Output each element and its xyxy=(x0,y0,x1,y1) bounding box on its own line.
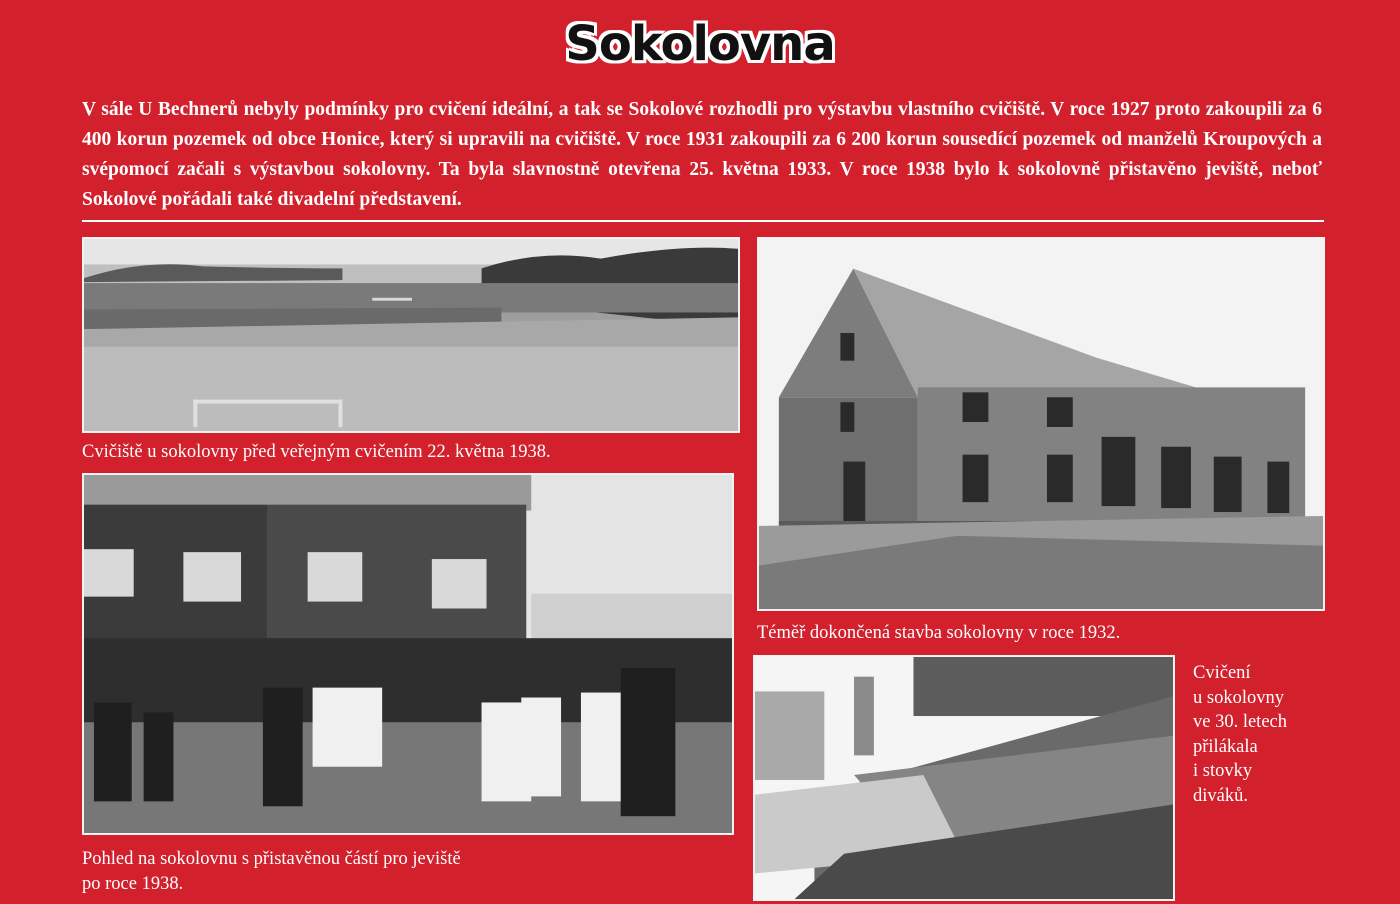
intro-paragraph: V sále U Bechnerů nebyly podmínky pro cvičení ideální, a tak se Sokolové rozhodli pro výstavbu vlastního cvičiště. V roce 1927 proto zakoupili za 6 400 korun pozemek od obce Honice, který si upravili na cvičiště. V roce 1931 zakoupili za 6 200 korun sousedící pozemek od manželů Kroupových a svépomocí začali s výstavbou sokolovny. Ta byla slavnostně otevřena 25. května 1933. V roce 1938 bylo k sokolovně přistavěno jeviště, neboť Sokolové pořádali také divadelní představení. xyxy=(82,99,1322,210)
caption-crowd xyxy=(1193,661,1287,808)
caption-crowd-line: i stovky xyxy=(1193,761,1253,781)
caption-crowd-line: přilákala xyxy=(1193,736,1258,757)
caption-stage-line1: Pohled na sokolovnu s přistavěnou částí pro jeviště xyxy=(82,849,461,869)
caption-crowd-line: Cvičení xyxy=(1193,663,1251,683)
divider xyxy=(82,220,1324,222)
caption-field: Cvičiště u sokolovny před veřejným cvičením 22. května 1938. xyxy=(82,442,551,462)
caption-crowd-line: u sokolovny xyxy=(1193,687,1284,708)
photo-field xyxy=(82,237,740,433)
caption-stage-line2: po roce 1938. xyxy=(82,874,184,894)
photo-crowd xyxy=(753,655,1175,901)
photo-stage xyxy=(82,473,734,835)
caption-crowd-line: diváků. xyxy=(1193,785,1248,806)
photo-building xyxy=(757,237,1325,611)
caption-crowd-line: ve 30. letech xyxy=(1193,712,1287,732)
caption-building: Téměř dokončená stavba sokolovny v roce 1932. xyxy=(757,623,1121,643)
page-title: Sokolovna xyxy=(565,16,835,72)
